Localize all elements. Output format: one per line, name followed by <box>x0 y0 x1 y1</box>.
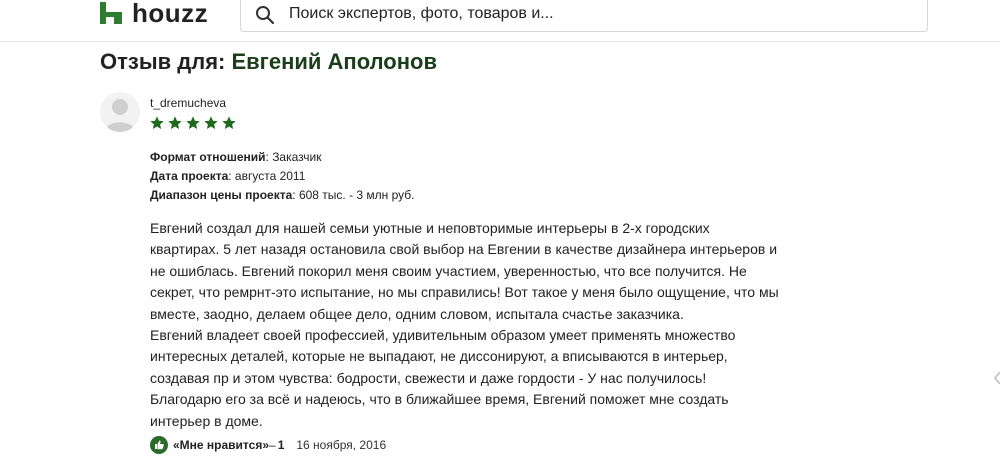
review-footer <box>150 436 386 454</box>
meta-project-date: Дата проекта: августа 2011 <box>150 169 306 183</box>
review-text-line: Евгений создал для нашей семьи уютные и неповторимые интерьеры в 2-х городских <box>150 220 710 236</box>
review-text-line: не ошиблась. Евгений покорил меня своим участием, уверенностью, что все получится. Не <box>150 262 747 279</box>
review-date: 16 ноября, 2016 <box>296 438 387 452</box>
review-text <box>150 218 790 432</box>
star-icon <box>185 115 201 131</box>
logo-text: houzz <box>132 0 209 28</box>
meta-label: Формат отношений <box>150 150 266 164</box>
review-text-line: Благодарю его за всё и надеюсь, что в ближайшее время, Евгений поможет мне создать <box>150 391 729 408</box>
meta-value: Заказчик <box>272 150 322 164</box>
review-meta <box>150 148 415 205</box>
meta-label: Дата проекта <box>150 169 229 183</box>
page-title-prefix: Отзыв для: <box>100 49 226 74</box>
review-text-line: вместе, заодно, делаем общее дело, одним словом, испытала счастье заказчика. <box>150 305 684 322</box>
chevron-left-icon[interactable] <box>994 372 1000 384</box>
search-icon[interactable] <box>255 5 275 25</box>
thumbs-up-icon[interactable] <box>150 436 168 454</box>
meta-relationship: Формат отношений: Заказчик <box>150 150 322 164</box>
star-icon <box>203 115 219 131</box>
review-text-line: квартирах. 5 лет назадя остановила свой выбор на Евгении в качестве дизайнера интерьеров и <box>150 241 778 258</box>
review-text-line: интерьер в доме. <box>150 412 263 429</box>
meta-value: 608 тыс. - 3 млн руб. <box>298 188 415 202</box>
meta-value: августа 2011 <box>234 169 306 183</box>
star-icon <box>167 115 183 131</box>
review-text-line: секрет, что ремрнт-это испытание, но мы справились! Вот такое у меня было ощущение, что мы <box>150 284 779 301</box>
top-header <box>0 0 1000 42</box>
star-icon <box>149 115 165 131</box>
search-placeholder: Поиск экспертов, фото, товаров и... <box>289 5 554 22</box>
rating-stars <box>149 115 237 131</box>
houzz-logo-icon <box>100 2 122 24</box>
reviewed-professional-name[interactable]: Евгений Аполонов <box>231 49 437 74</box>
review-author[interactable]: t_dremucheva <box>150 96 227 110</box>
meta-price-range: Диапазон цены проекта: 608 тыс. - 3 млн руб. <box>150 188 415 202</box>
default-user-icon <box>100 92 140 132</box>
like-separator: – <box>269 438 276 452</box>
avatar[interactable] <box>100 92 140 132</box>
search-input[interactable] <box>240 0 928 32</box>
star-icon <box>221 115 237 131</box>
houzz-logo[interactable] <box>100 0 208 26</box>
page-title <box>100 49 437 75</box>
review-text-line: создавая пр и этом чувства: бодрости, свежести и даже гордости - У нас получилось! <box>150 369 707 386</box>
like-count: 1 <box>277 438 285 452</box>
like-button[interactable]: «Мне нравится» <box>173 438 269 452</box>
meta-label: Диапазон цены проекта <box>150 188 293 202</box>
review-text-line: Евгений владеет своей профессией, удивительным образом умеет применять множество <box>150 327 736 344</box>
review-text-line: интересных деталей, которые не выпадают, не диссонируют, а вписываются в интерьер, <box>150 348 728 365</box>
